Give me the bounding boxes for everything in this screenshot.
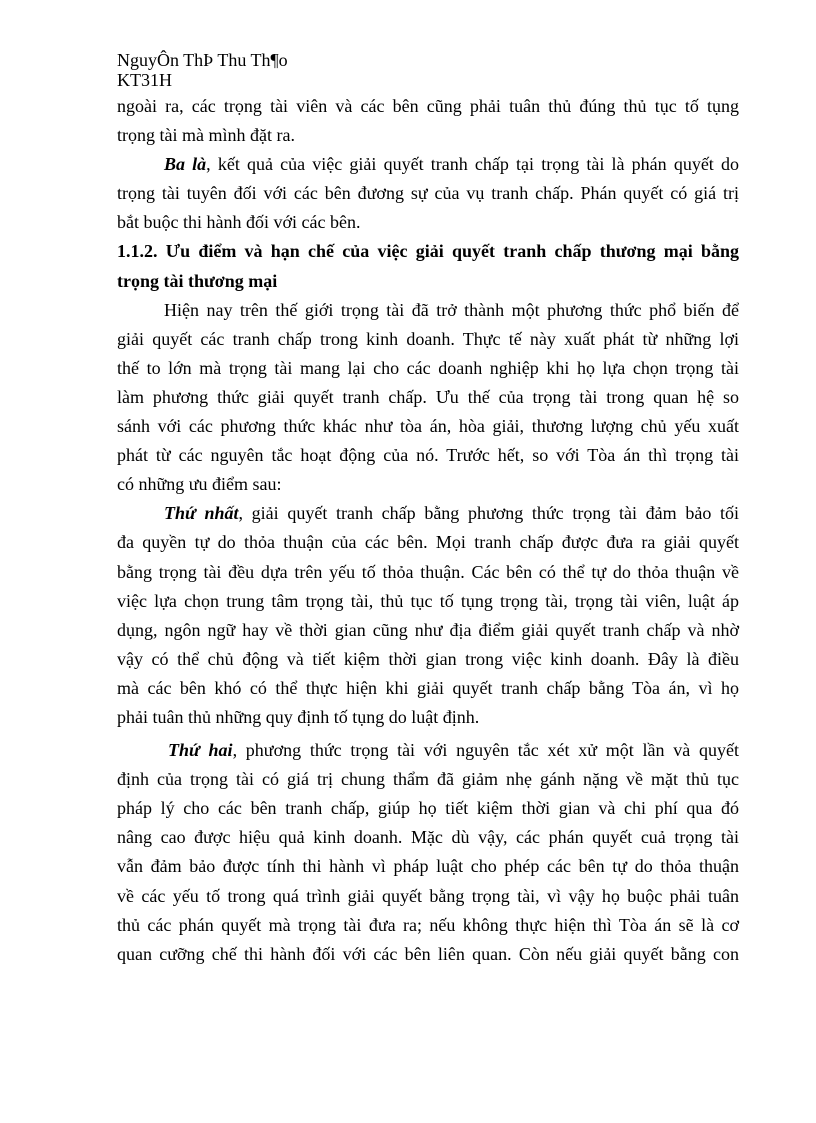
text-line: trọng tài tuyên đối với các bên đương sự của vụ tranh chấp. Phán quyết có giá trị <box>117 183 739 204</box>
text-line: ngoài ra, các trọng tài viên và các bên cũng phải tuân thủ đúng thủ tục tố tụng <box>117 96 739 116</box>
text-line: thế to lớn mà trọng tài mang lại cho các doanh nghiệp khi họ lựa chọn trọng tài <box>117 357 739 378</box>
text-line: định của trọng tài có giá trị chung thẩm đã giảm nhẹ gánh nặng về mặt thủ tục <box>117 769 739 790</box>
text-line: phải tuân thủ những quy định tố tụng do luật định. <box>117 706 480 727</box>
text-span: , phương thức trọng tài với nguyên tắc xét xử một lần và quyết <box>232 740 739 761</box>
text-line: nâng cao được hiệu quả kinh doanh. Mặc dù vậy, các phán quyết cuả trọng tài <box>117 827 739 848</box>
text-line: thủ các phán quyết mà trọng tài đưa ra; nếu không thực hiện thì Tòa án sẽ là cơ <box>117 914 739 935</box>
text-line: giải quyết các tranh chấp trong kinh doanh. Thực tế này xuất phát từ những lợi <box>117 328 739 349</box>
paragraph-thu-hai <box>117 736 739 765</box>
text-line: phát từ các nguyên tắc hoạt động của nó. Trước hết, so với Tòa án thì trọng tài <box>117 445 739 466</box>
emphasis-thu-hai: Thứ hai <box>168 740 233 761</box>
text-line: bắt buộc thi hành đối với các bên. <box>117 212 361 233</box>
text-line: trọng tài mà mình đặt ra. <box>117 125 295 146</box>
text-line: về các yếu tố trong quá trình giải quyết bằng trọng tài, vì vậy họ buộc phải tuân <box>117 885 739 906</box>
text-line: mà các bên khó có thể thực hiện khi giải quyết tranh chấp bằng Tòa án, vì họ <box>117 677 739 698</box>
header-author: NguyÔn ThÞ Thu Th¶o <box>117 50 288 70</box>
text-line: sánh với các phương thức khác như tòa án, hòa giải, thương lượng chủ yếu xuất <box>117 416 739 437</box>
text-line: việc lựa chọn trung tâm trọng tài, thủ tục tố tụng trọng tài, trọng tài viên, luật áp <box>117 590 739 611</box>
text-span: , giải quyết tranh chấp bằng phương thức trọng tài đảm bảo tối <box>238 503 740 524</box>
text-line: có những ưu điểm sau: <box>117 474 282 495</box>
text-span: , kết quả của việc giải quyết tranh chấp tại trọng tài là phán quyết do <box>206 154 739 175</box>
text-line: làm phương thức giải quyết tranh chấp. Ưu thế của trọng tài trong quan hệ so <box>117 386 739 407</box>
text-line: vậy có thể chủ động và tiết kiệm thời gian trong việc kinh doanh. Đây là điều <box>117 648 739 669</box>
text-line: Hiện nay trên thế giới trọng tài đã trở thành một phương thức phổ biến để <box>164 299 739 320</box>
paragraph-thu-nhat <box>117 499 739 528</box>
text-line: bằng trọng tài đều dựa trên yếu tố thỏa thuận. Các bên có thể tự do thỏa thuận về <box>117 561 739 582</box>
text-line: pháp lý cho các bên tranh chấp, giúp họ tiết kiệm thời gian và chi phí qua đó <box>117 798 739 819</box>
text-line: quan cưỡng chế thi hành đối với các bên liên quan. Còn nếu giải quyết bằng con <box>117 943 739 964</box>
page-header <box>117 50 288 90</box>
header-class: KT31H <box>117 70 172 90</box>
text-line: đa quyền tự do thỏa thuận của các bên. Mọi tranh chấp được đưa ra giải quyết <box>117 532 739 553</box>
section-heading-cont: trọng tài thương mại <box>117 270 278 291</box>
emphasis-ba-la: Ba là <box>164 154 207 175</box>
document-body <box>117 92 739 969</box>
text-line: dụng, ngôn ngữ hay về thời gian cũng như địa điểm giải quyết tranh chấp và nhờ <box>117 619 739 640</box>
paragraph-ba-la <box>117 150 739 179</box>
emphasis-thu-nhat: Thứ nhất <box>164 503 239 524</box>
text-line: vẫn đảm bảo được tính thi hành vì pháp luật cho phép các bên tự do thỏa thuận <box>117 856 739 877</box>
section-heading: 1.1.2. Ưu điểm và hạn chế của việc giải quyết tranh chấp thương mại bằng <box>117 241 739 262</box>
